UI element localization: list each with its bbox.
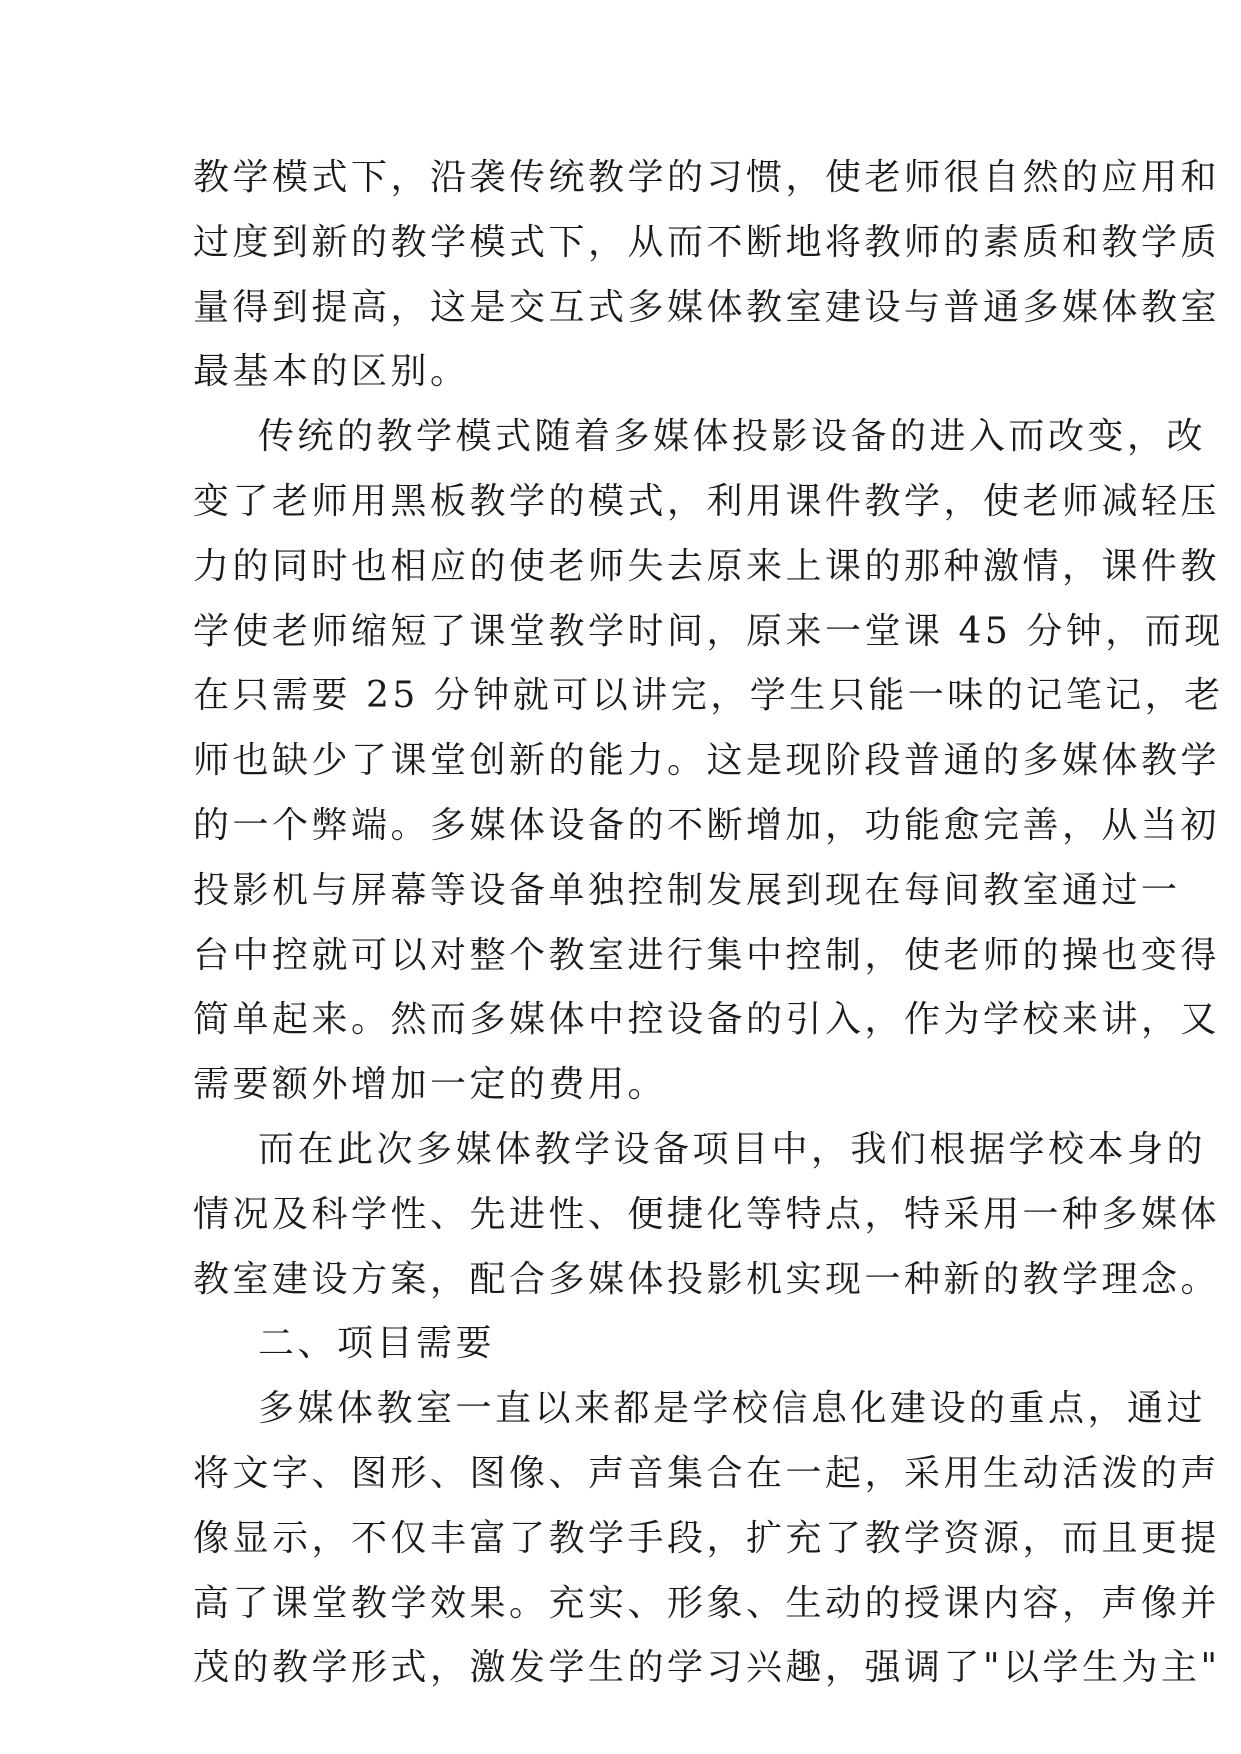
text-line: 在只需要 25 分钟就可以讲完，学生只能一味的记笔记，老 — [193, 675, 1224, 717]
text-line: 茂的教学形式，激发学生的学习兴趣，强调了"以学生为主" — [193, 1647, 1221, 1689]
text-line: 师也缺少了课堂创新的能力。这是现阶段普通的多媒体教学 — [193, 740, 1221, 782]
paragraph-first-line: 多媒体教室一直以来都是学校信息化建设的重点，通过 — [258, 1388, 1207, 1430]
text-line: 变了老师用黑板教学的模式，利用课件教学，使老师减轻压 — [193, 480, 1221, 522]
text-line: 台中控就可以对整个教室进行集中控制，使老师的操也变得 — [193, 934, 1221, 976]
text-line: 将文字、图形、图像、声音集合在一起，采用生动活泼的声 — [193, 1452, 1221, 1494]
text-line: 的一个弊端。多媒体设备的不断增加，功能愈完善，从当初 — [193, 804, 1221, 846]
text-line: 高了课堂教学效果。充实、形象、生动的授课内容，声像并 — [193, 1582, 1221, 1624]
section-heading: 二、项目需要 — [258, 1323, 496, 1365]
body-text — [193, 146, 1224, 1701]
text-line: 教室建设方案，配合多媒体投影机实现一种新的教学理念。 — [193, 1258, 1221, 1300]
text-line: 最基本的区别。 — [193, 351, 470, 393]
paragraph-first-line: 而在此次多媒体教学设备项目中，我们根据学校本身的 — [258, 1128, 1207, 1170]
paragraph-first-line: 传统的教学模式随着多媒体投影设备的进入而改变，改 — [258, 416, 1207, 458]
text-line: 教学模式下，沿袭传统教学的习惯，使老师很自然的应用和 — [193, 157, 1221, 198]
text-line: 投影机与屏幕等设备单独控制发展到现在每间教室通过一 — [193, 869, 1181, 911]
text-line: 量得到提高，这是交互式多媒体教室建设与普通多媒体教室 — [193, 286, 1221, 328]
text-line: 过度到新的教学模式下，从而不断地将教师的素质和教学质 — [193, 221, 1221, 263]
text-line: 需要额外增加一定的费用。 — [193, 1064, 668, 1106]
text-line: 力的同时也相应的使老师失去原来上课的那种激情，课件教 — [193, 545, 1221, 587]
text-line: 情况及科学性、先进性、便捷化等特点，特采用一种多媒体 — [193, 1193, 1221, 1235]
text-line: 像显示，不仅丰富了教学手段，扩充了教学资源，而且更提 — [193, 1517, 1221, 1559]
text-line: 简单起来。然而多媒体中控设备的引入，作为学校来讲，又 — [193, 999, 1221, 1041]
text-line: 学使老师缩短了课堂教学时间，原来一堂课 45 分钟，而现 — [193, 610, 1224, 652]
